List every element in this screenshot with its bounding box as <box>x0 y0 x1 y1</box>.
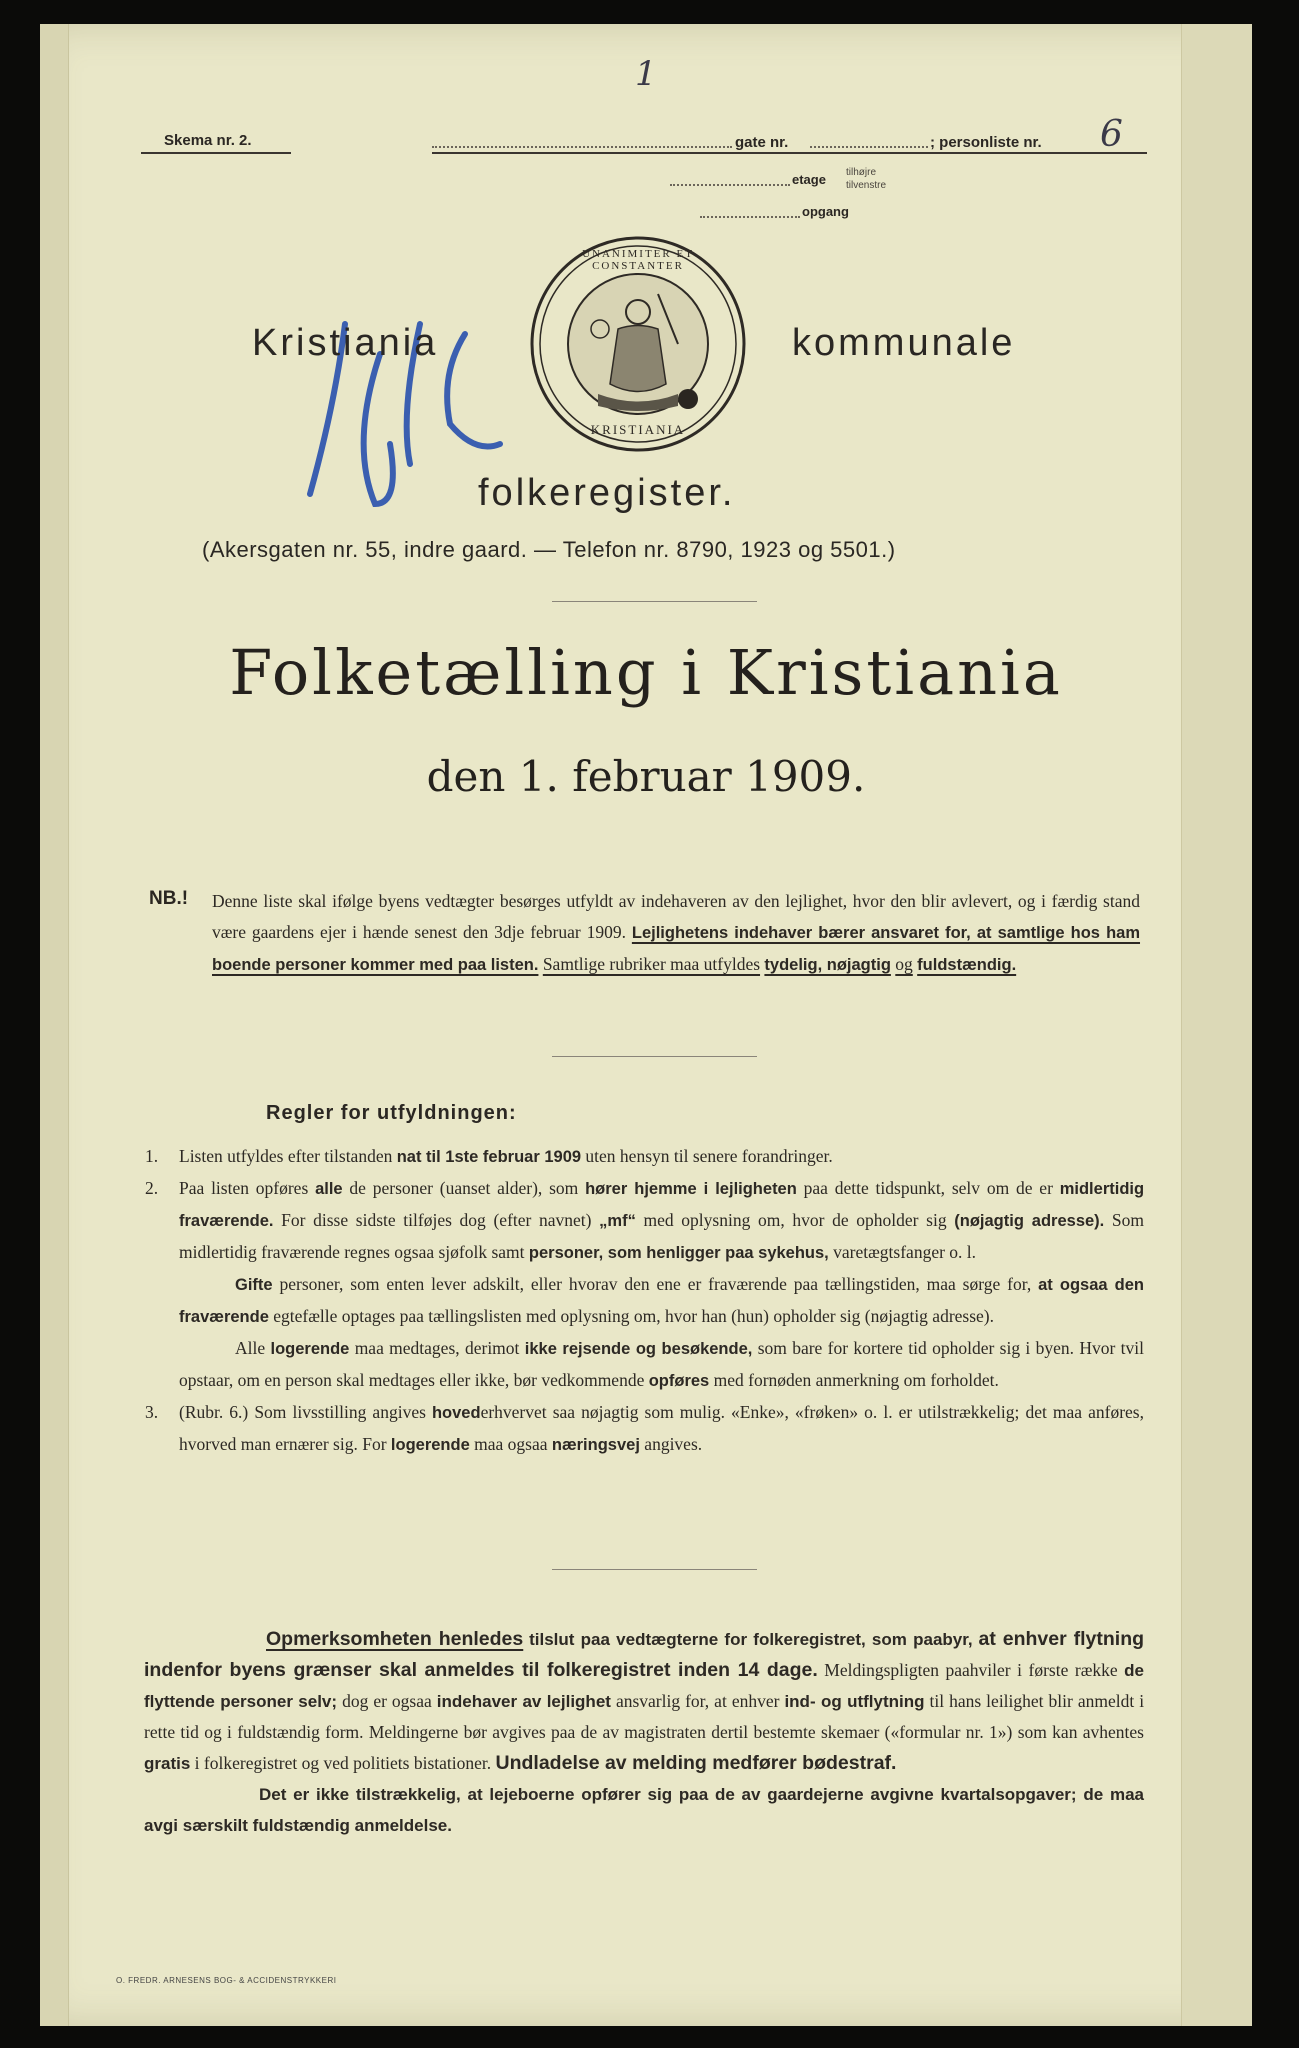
nb-paragraph <box>212 886 1140 981</box>
notice-last <box>144 1779 1144 1841</box>
rule-1-text-c: uten hensyn til senere forandringer. <box>585 1146 833 1166</box>
nb-text-4: tydelig, nøjagtig <box>764 956 891 974</box>
rule-3-text-f: næringsvej <box>551 1436 640 1454</box>
rules-heading: Regler for utfyldningen: <box>266 1102 517 1124</box>
rule-2-text-g: For disse sidste tilføjes dog (efter navnet) <box>281 1210 592 1230</box>
office-address: (Akersgaten nr. 55, indre gaard. — Telefon nr. 8790, 1923 og 5501.) <box>202 537 896 562</box>
rule-2-lodgers <box>179 1333 1144 1397</box>
rule-2-text-c: de personer (uanset alder), som <box>349 1178 579 1198</box>
notice-text-e: de flyttende personer selv; <box>144 1661 1144 1711</box>
nb-text-6: fuldstændig. <box>917 956 1017 974</box>
header-underline <box>432 152 1147 154</box>
rule-2-text-f: midlertidig fraværende. <box>179 1180 1145 1230</box>
handwritten-top-mark: 1 <box>635 54 657 94</box>
rule-2-married <box>179 1269 1144 1333</box>
rule-3-text-a: (Rubr. 6.) Som livsstilling angives <box>179 1402 426 1422</box>
nb-text-1: Denne liste skal ifølge byens vedtægter besørges utfyldt av indehaveren av den lejlighet, hvor den blir avlevert, og i færdig stand være gaardens ejer i hænde senest den 3dje februar 1909. <box>212 891 1140 942</box>
rule-3-text-g: angives. <box>644 1434 703 1454</box>
lodgers-text-a: Alle <box>235 1338 266 1358</box>
divider-1 <box>552 601 757 602</box>
rule-2-text-m: varetægtsfanger o. l. <box>833 1242 977 1262</box>
opgang-dotted-line <box>700 216 800 218</box>
notice-text-f: dog er ogsaa <box>342 1691 432 1711</box>
nb-label: NB.! <box>149 888 189 909</box>
skema-underline <box>141 152 291 154</box>
skema-label: Skema nr. 2. <box>164 132 252 149</box>
office-line2: folkeregister. <box>478 472 736 514</box>
notice-text-h: ansvarlig for, at enhver <box>615 1691 780 1711</box>
rule-2-text-k: Som midlertidig fraværende regnes ogsaa sjøfolk samt <box>179 1210 1145 1262</box>
rule-3 <box>145 1397 1144 1461</box>
kristiania-seal <box>528 234 748 454</box>
notice-paragraph <box>144 1624 1144 1841</box>
notice-text-k: gratis <box>144 1754 191 1773</box>
lodgers-text-d: ikke rejsende og besøkende, <box>524 1340 753 1358</box>
lodgers-text-c: maa medtages, derimot <box>354 1338 520 1358</box>
nb-text-3: Samtlige rubriker maa utfyldes <box>542 954 761 974</box>
gate-number-dotted-line <box>810 146 928 148</box>
main-title: Folketælling i Kristiania <box>229 636 1063 709</box>
rule-1-number: 1. <box>145 1146 159 1166</box>
divider-2 <box>552 1056 757 1057</box>
rule-3-text-c: erhvervet saa nøjagtig som mulig. «Enke», «frøken» o. l. er utilstrækkelig; det maa anføres, hvorved man ernærer sig. For <box>179 1402 1144 1454</box>
paper-left-edge <box>40 24 69 2026</box>
rule-2-text-e: paa dette tidspunkt, selv om de er <box>803 1178 1053 1198</box>
rule-2-number: 2. <box>145 1178 159 1198</box>
notice-text-g: indehaver av lejlighet <box>436 1692 611 1711</box>
rule-3-text-b: hoved <box>431 1404 481 1422</box>
rule-2-text-h: „mf“ <box>599 1212 636 1230</box>
rule-1-text-a: Listen utfyldes efter tilstanden <box>179 1146 393 1166</box>
notice-moving-rule: at enhver flytning indenfor byens grænser skal anmeldes til folkeregistret inden 14 dage. <box>144 1628 1145 1681</box>
rule-3-text-d: logerende <box>390 1436 470 1454</box>
date-title: den 1. februar 1909. <box>426 752 866 801</box>
notice-text-n: Det er ikke tilstrækkelig, at lejeboerne opfører sig paa de av gaardejerne avgivne kvartalsopgaver; de maa avgi særskilt fuldstændig anmeldelse. <box>144 1785 1144 1835</box>
office-right-text: kommunale <box>792 322 1016 364</box>
rule-2-text-i: med oplysning om, hvor de opholder sig <box>643 1210 947 1230</box>
seal-motto: UNANIMITER ET CONSTANTER <box>582 248 694 272</box>
paper-right-edge <box>1181 24 1252 2026</box>
lodgers-text-f: opføres <box>648 1372 710 1390</box>
gate-dotted-line <box>432 146 732 148</box>
rule-3-text-e: maa ogsaa <box>474 1434 548 1454</box>
gate-label: gate nr. <box>735 134 789 151</box>
rule-3-number: 3. <box>145 1402 159 1422</box>
seal-city: KRISTIANIA <box>590 422 686 437</box>
census-form-sheet <box>40 24 1252 2026</box>
rule-1 <box>145 1141 1144 1173</box>
married-text-d: egtefælle optages paa tællingslisten med oplysning om, hvor han (hun) opholder sig (nøjagtig adresse). <box>273 1306 995 1326</box>
lodgers-text-g: med fornøden anmerkning om forholdet. <box>713 1370 999 1390</box>
notice-text-b: tilslut paa vedtægterne for folkeregistret, som paabyr, <box>529 1630 973 1649</box>
rules-list <box>145 1141 1145 1461</box>
notice-text-l: i folkeregistret og ved politiets bistationer. <box>194 1753 492 1773</box>
printer-imprint: O. FREDR. ARNESENS BOG- & ACCIDENSTRYKKERI <box>116 1976 337 1985</box>
nb-text-responsibility: Lejlighetens indehaver bærer ansvaret for, at samtlige hos ham boende personer kommer med paa listen. <box>212 924 1141 974</box>
rule-2-text-b: alle <box>315 1180 343 1198</box>
tilhoire-label: tilhøjre <box>846 167 877 178</box>
rule-2-text-j: (nøjagtig adresse). <box>954 1212 1105 1230</box>
rule-2-text-d: hører hjemme i lejligheten <box>585 1180 797 1198</box>
etage-dotted-line <box>670 184 790 186</box>
opgang-label: opgang <box>802 204 849 219</box>
tilvenstre-label: tilvenstre <box>846 180 887 191</box>
notice-text-d: Meldingspligten paahviler i første række <box>824 1660 1118 1680</box>
married-text-b: personer, som enten lever adskilt, eller hvorav den ene er fraværende paa tællingstiden, maa sørge for, <box>279 1274 1032 1294</box>
nb-text-5: og <box>895 954 913 974</box>
notice-text-j: til hans leilighet blir anmeldt i rette tid og i fuldstændig form. Meldingerne bør avgives paa de av magistraten dertil bestemte skemaer («formular nr. 1») som kan avhentes <box>144 1691 1145 1742</box>
rule-2 <box>145 1173 1145 1269</box>
notice-text-i: ind- og utflytning <box>784 1692 925 1711</box>
etage-label: etage <box>792 172 826 187</box>
office-left-text: Kristiania <box>252 322 439 364</box>
divider-3 <box>552 1569 757 1570</box>
personliste-label: ; personliste nr. <box>930 134 1042 151</box>
rule-1-text-b: nat til 1ste februar 1909 <box>396 1148 582 1166</box>
married-text-a: Gifte <box>235 1276 273 1294</box>
married-text-c: at ogsaa den fraværende <box>179 1276 1144 1326</box>
notice-attention: Opmerksomheten henledes <box>266 1628 524 1650</box>
personliste-number-handwritten: 6 <box>1100 114 1123 155</box>
rule-2-text-l: personer, som henligger paa sykehus, <box>528 1244 829 1262</box>
notice-penalty: Undladelse av melding medfører bødestraf. <box>495 1752 897 1774</box>
lodgers-text-b: logerende <box>270 1340 350 1358</box>
lodgers-text-e: som bare for kortere tid opholder sig i byen. Hvor tvil opstaar, om en person skal medtages eller ikke, bør vedkommende <box>179 1338 1145 1390</box>
rule-2-text-a: Paa listen opføres <box>179 1178 309 1198</box>
